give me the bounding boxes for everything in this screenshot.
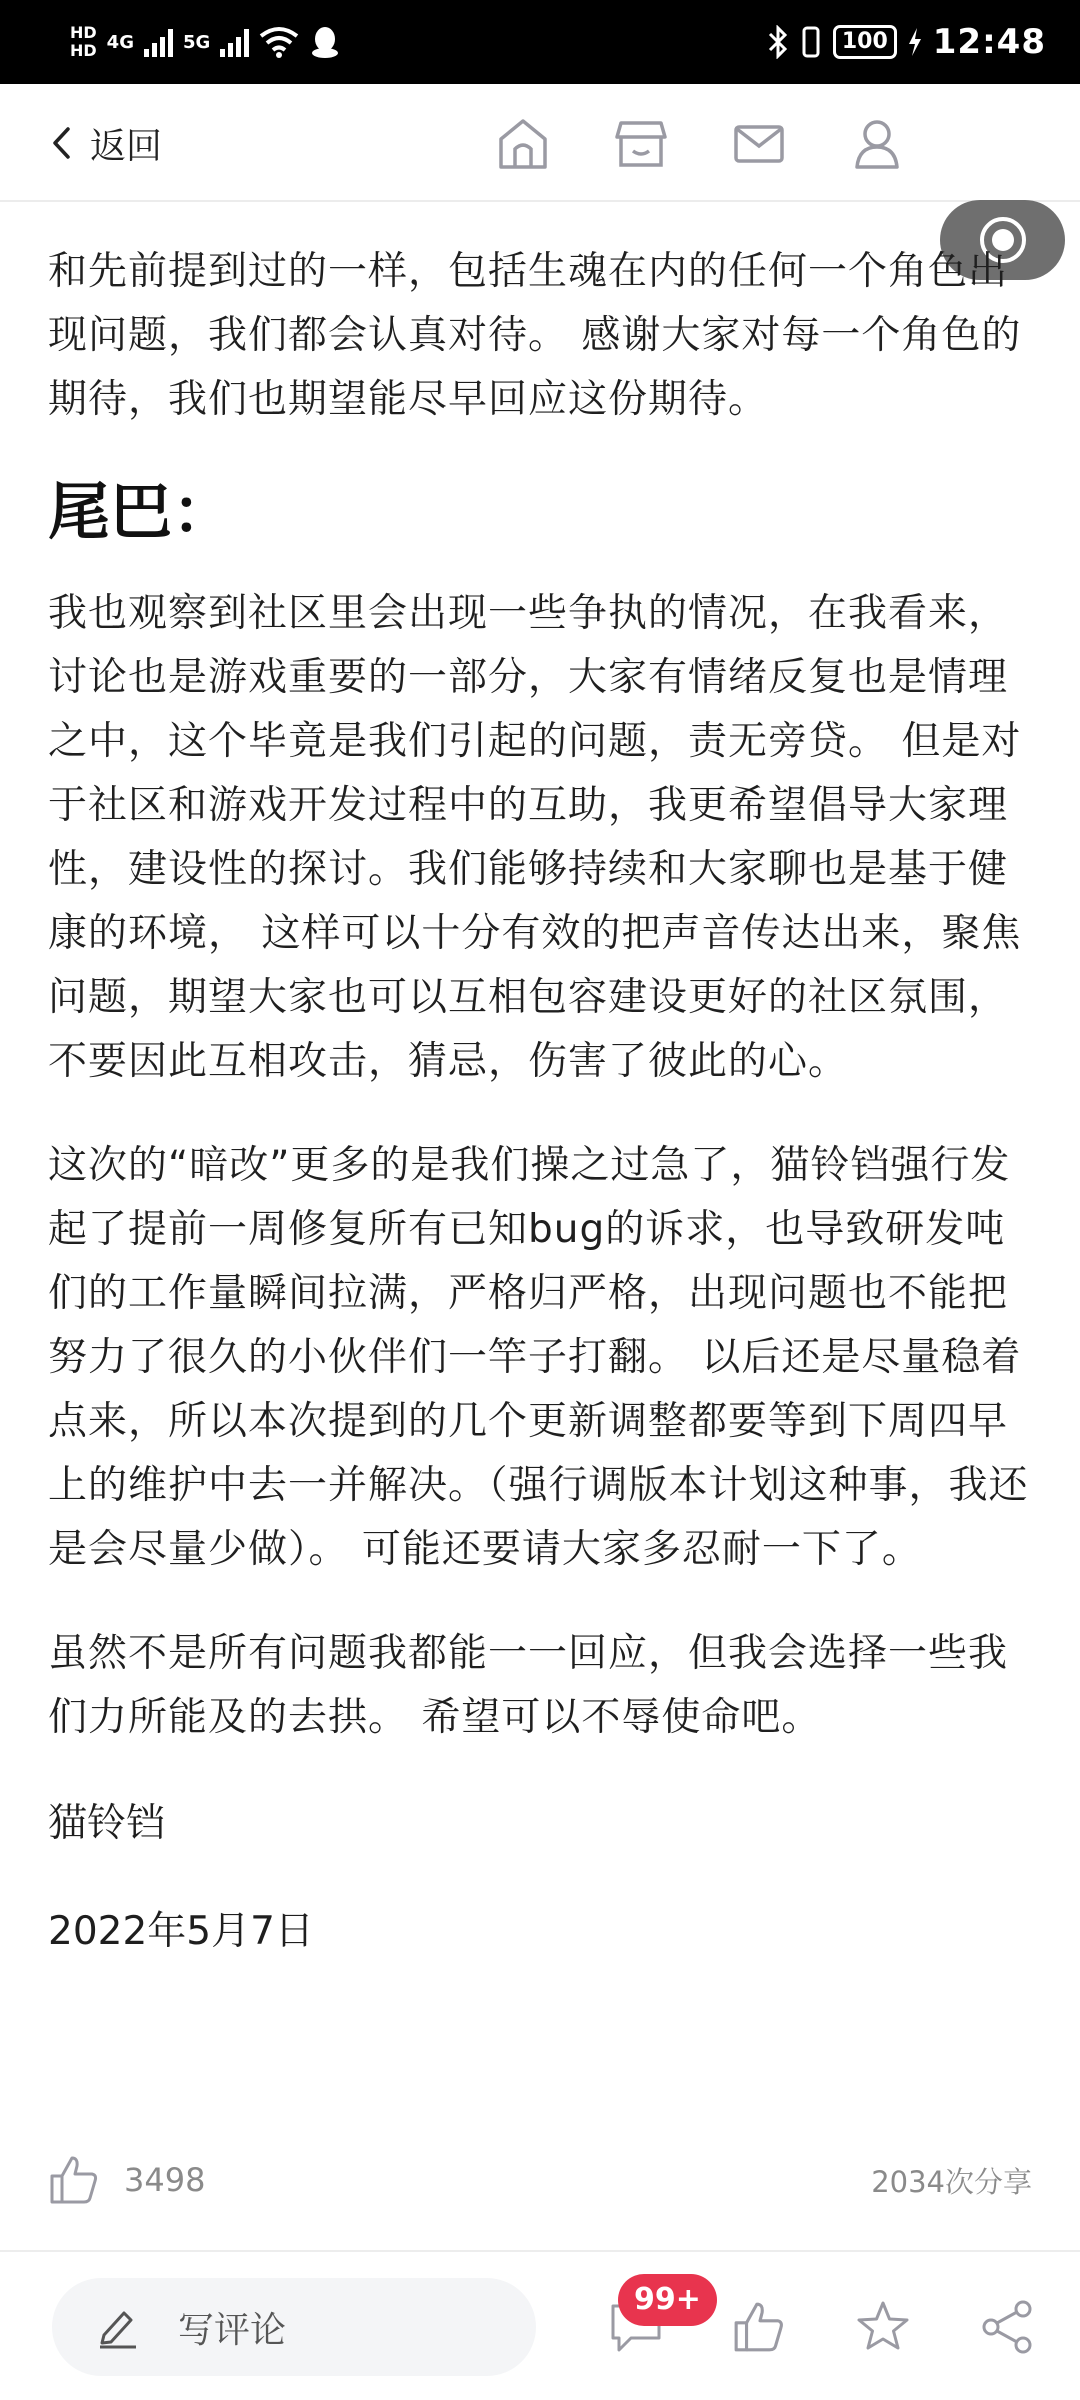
comment-input[interactable]: [52, 2278, 536, 2376]
signal-icon-2: [220, 27, 249, 57]
share-count: 2034次分享: [871, 2164, 1032, 2199]
hd-label-1: HD: [70, 23, 97, 42]
article-paragraph-3: 虽然不是所有问题我都能一一回应，但我会选择一些我们力所能及的去拱。 希望可以不辱使命吧。: [48, 1631, 1009, 1740]
home-button[interactable]: [493, 114, 553, 174]
status-left: [70, 25, 341, 59]
profile-icon: [853, 117, 901, 171]
battery-level: 100: [833, 25, 897, 59]
signal-icon-1: [144, 27, 173, 57]
stats-row: [48, 2140, 1032, 2220]
wifi-icon: [259, 26, 299, 58]
article-date: 2022年5月7日: [48, 1909, 314, 1954]
qq-notification-icon: [309, 25, 341, 59]
share-icon: [979, 2299, 1035, 2355]
bluetooth-icon: [767, 25, 789, 59]
status-right: [767, 22, 1046, 62]
profile-button[interactable]: [847, 114, 907, 174]
status-bar: [0, 0, 1080, 84]
home-icon: [497, 117, 549, 171]
favorite-button[interactable]: [848, 2292, 918, 2362]
thumbs-up-icon: [48, 2154, 100, 2206]
mail-button[interactable]: [729, 114, 789, 174]
back-button[interactable]: [50, 112, 162, 174]
store-button[interactable]: [611, 114, 671, 174]
thumbs-up-icon: [732, 2300, 786, 2354]
star-icon: [855, 2299, 911, 2355]
like-stat-button[interactable]: [48, 2154, 205, 2206]
hd-indicators: [70, 25, 97, 59]
network-type-2: 5G: [182, 31, 211, 53]
clock: 12:48: [932, 22, 1046, 62]
hd-label-2: HD: [70, 41, 97, 60]
charging-icon: [907, 27, 923, 57]
mail-icon: [733, 122, 785, 166]
chevron-left-icon: [50, 125, 72, 161]
section-heading: 尾巴：: [48, 475, 235, 548]
back-label: 返回: [90, 125, 163, 167]
nav-bar: [0, 84, 1080, 202]
article-paragraph-intro: 和先前提到过的一样，包括生魂在内的任何一个角色出现问题，我们都会认真对待。 感谢大家对每一个角色的期待，我们也期望能尽早回应这份期待。: [48, 249, 1022, 422]
article-paragraph-2: 这次的“暗改”更多的是我们操之过急了，猫铃铛强行发起了提前一周修复所有已知bug的诉求，也导致研发吨们的工作量瞬间拉满，严格归严格，出现问题也不能把努力了很久的小伙伴们一竿子打翻。 以后还是尽量稳着点来，所以本次提到的几个更新调整都要等到下周四早上的维护中去一并解决。（强行调版本计划这种事，我还是会尽量少做）。 可能还要请大家多忍耐一下了。: [48, 1143, 1029, 1572]
comment-placeholder: 写评论: [178, 2309, 287, 2351]
store-icon: [615, 117, 667, 171]
comment-count-badge: 99+: [618, 2274, 717, 2326]
bottom-action-bar: [0, 2252, 1080, 2400]
like-button[interactable]: [724, 2292, 794, 2362]
pencil-icon: [96, 2305, 140, 2349]
share-button[interactable]: [972, 2292, 1042, 2362]
vibrate-icon: [799, 25, 823, 59]
article-paragraph-1: 我也观察到社区里会出现一些争执的情况，在我看来，讨论也是游戏重要的一部分，大家有情绪反复也是情理之中，这个毕竟是我们引起的问题，责无旁贷。 但是对于社区和游戏开发过程中的互助，我更希望倡导大家理性，建设性的探讨。我们能够持续和大家聊也是基于健康的环境， 这样可以十分有效的把声音传达出来，聚焦问题，期望大家也可以互相包容建设更好的社区氛围，不要因此互相攻击，猜忌，伤害了彼此的心。: [48, 591, 1022, 1084]
network-type-1: 4G: [106, 31, 134, 53]
article-body: [48, 240, 1038, 1964]
like-count: 3498: [124, 2161, 206, 2199]
article-author: 猫铃铛: [48, 1801, 166, 1846]
